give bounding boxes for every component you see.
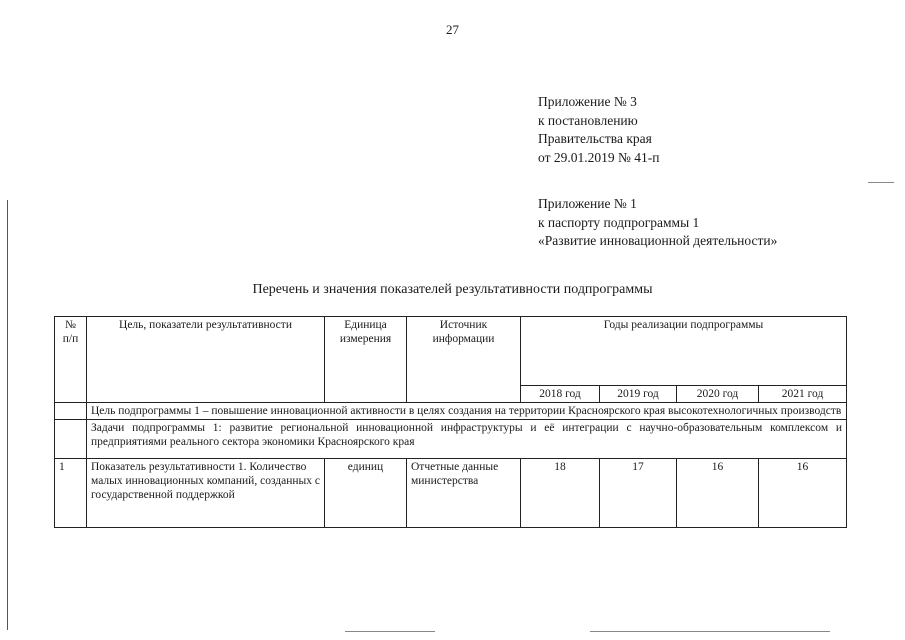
task-num-cell [55, 420, 87, 459]
table-row [55, 459, 847, 528]
row-value: 18 [521, 459, 600, 528]
row-indicator: Показатель результативности 1. Количество малых инновационных компаний, созданных с государственной поддержкой [87, 459, 325, 528]
appendix-1-line: «Развитие инновационной деятельности» [538, 233, 778, 248]
header-unit: Единица измерения [325, 317, 407, 403]
indicators-table [54, 316, 847, 528]
header-source: Источник информации [407, 317, 521, 403]
page-number: 27 [446, 22, 459, 37]
goal-row [55, 403, 847, 420]
header-year: 2019 год [600, 386, 677, 403]
appendix-1-line: к паспорту подпрограммы 1 [538, 214, 700, 230]
table-title: Перечень и значения показателей результативности подпрограммы [252, 282, 653, 297]
row-source: Отчетные данные министерства [407, 459, 521, 528]
task-row [55, 420, 847, 459]
appendix-1-block [538, 195, 777, 251]
header-row [55, 317, 847, 386]
goal-text: Цель подпрограммы 1 – повышение инновационной активности в целях создания на территории Красноярского края высокотехнологичных производств [87, 403, 847, 420]
row-num: 1 [55, 459, 87, 528]
task-text: Задачи подпрограммы 1: развитие региональной инновационной инфраструктуры и её интеграции с научно-образовательным комплексом и предприятиями реального сектора экономики Красноярского края [87, 420, 847, 459]
row-value: 16 [759, 459, 847, 528]
scan-mark [345, 631, 435, 632]
appendix-3-line: Правительства края [538, 131, 652, 146]
row-value: 17 [600, 459, 677, 528]
appendix-3-block [538, 93, 659, 167]
header-num: № п/п [55, 317, 87, 403]
header-year: 2018 год [521, 386, 600, 403]
appendix-3-line: от 29.01.2019 № 41-п [538, 149, 660, 165]
scan-mark [868, 182, 894, 183]
scan-mark [590, 631, 830, 632]
header-years-group: Годы реализации подпрограммы [521, 317, 847, 386]
scan-edge-line [7, 200, 8, 630]
goal-num-cell [55, 403, 87, 420]
row-value: 16 [677, 459, 759, 528]
appendix-3-line: Приложение № 3 [538, 94, 637, 109]
header-year: 2020 год [677, 386, 759, 403]
row-unit: единиц [325, 459, 407, 528]
header-year: 2021 год [759, 386, 847, 403]
appendix-3-line: к постановлению [538, 112, 638, 128]
appendix-1-line: Приложение № 1 [538, 196, 637, 211]
header-indicator: Цель, показатели результативности [87, 317, 325, 403]
